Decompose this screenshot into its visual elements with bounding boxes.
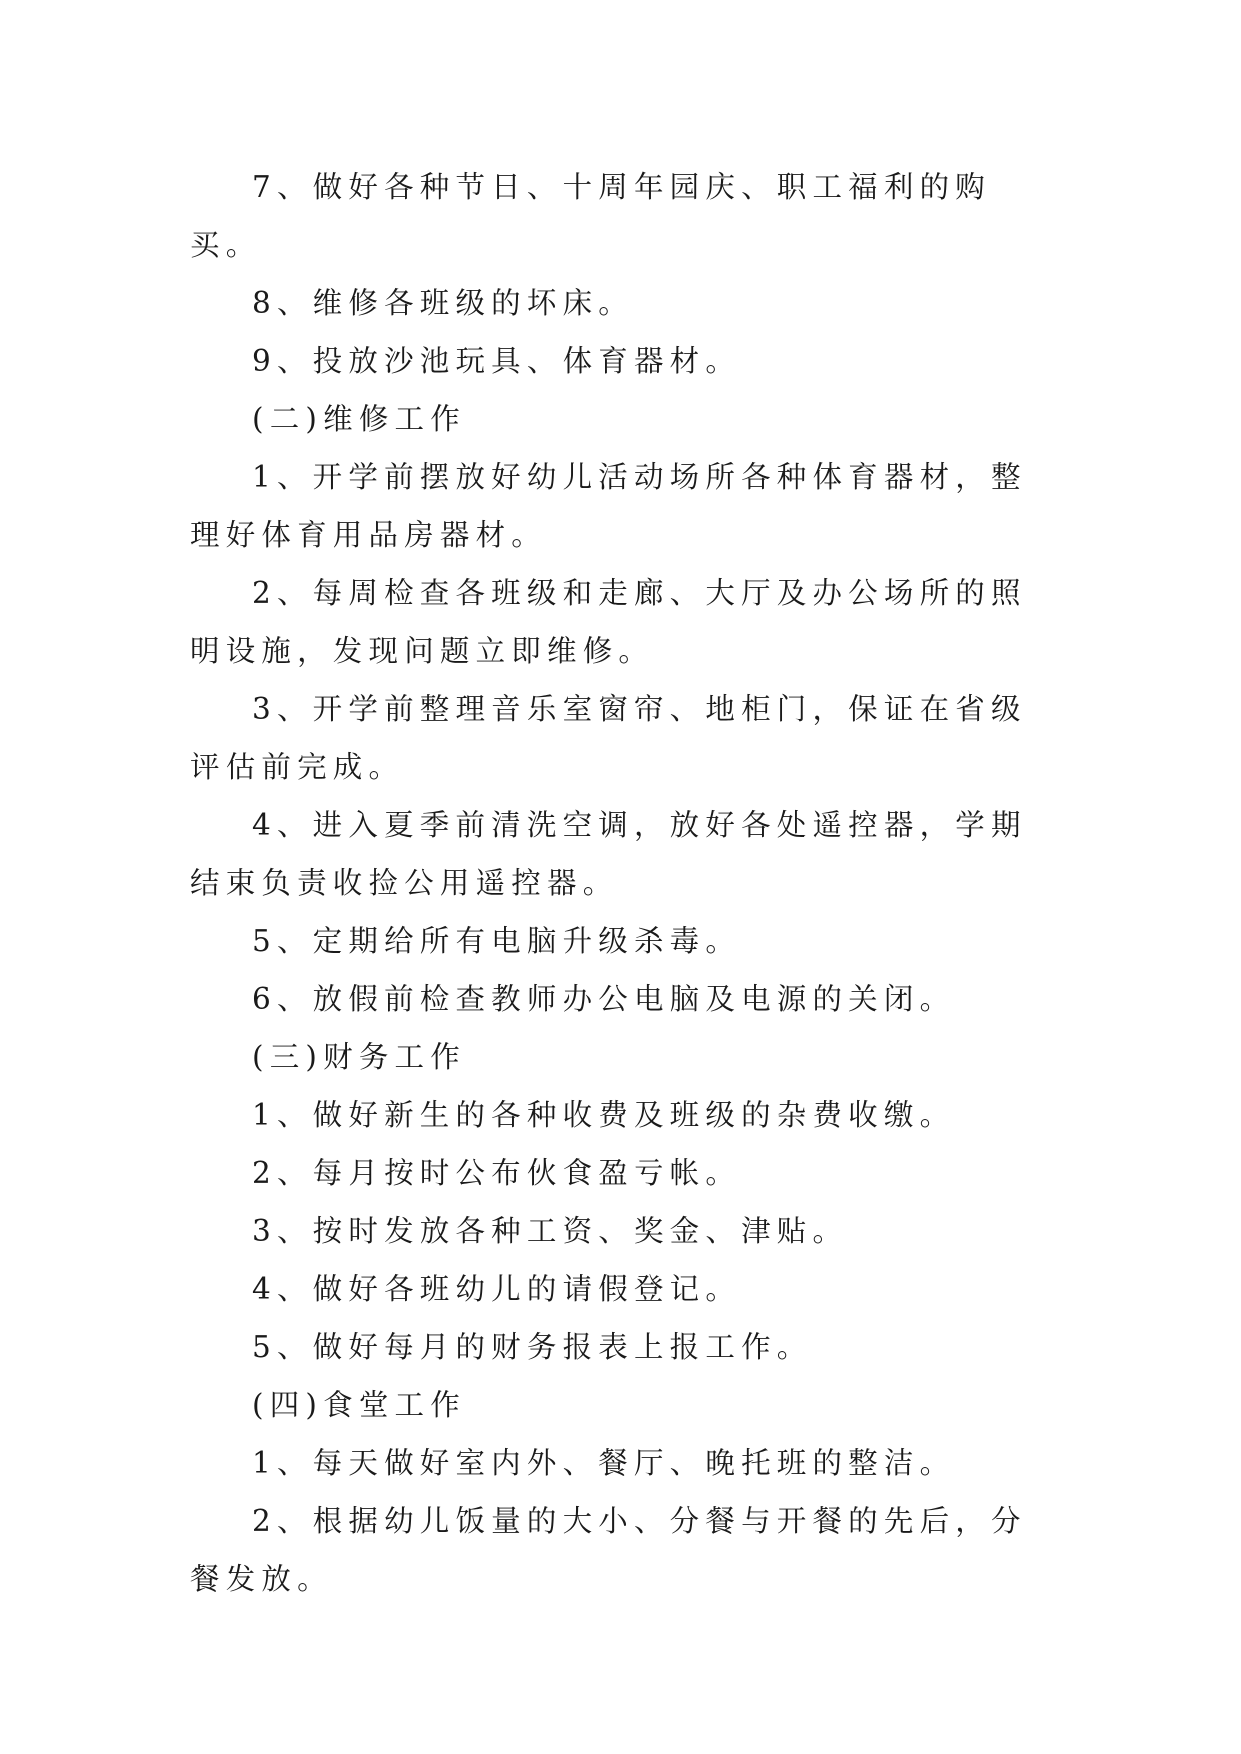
paragraph-item-9-sandpit-toys: 9、投放沙池玩具、体育器材。 bbox=[252, 344, 742, 378]
paragraph-maintenance-2: 2、每周检查各班级和走廊、大厅及办公场所的照明设施，发现问题立即维修。 bbox=[190, 576, 1027, 668]
paragraph-maintenance-4: 4、进入夏季前清洗空调，放好各处遥控器，学期结束负责收捡公用遥控器。 bbox=[190, 808, 1027, 900]
paragraph-maintenance-1: 1、开学前摆放好幼儿活动场所各种体育器材，整理好体育用品房器材。 bbox=[190, 460, 1027, 552]
section-heading-maintenance: (二)维修工作 bbox=[252, 402, 466, 436]
paragraph-maintenance-5: 5、定期给所有电脑升级杀毒。 bbox=[252, 924, 742, 958]
paragraph-finance-1: 1、做好新生的各种收费及班级的杂费收缴。 bbox=[252, 1098, 956, 1132]
paragraph-finance-2: 2、每月按时公布伙食盈亏帐。 bbox=[252, 1156, 742, 1190]
paragraph-finance-5: 5、做好每月的财务报表上报工作。 bbox=[252, 1330, 813, 1364]
document-body bbox=[190, 158, 1050, 1608]
paragraph-finance-4: 4、做好各班幼儿的请假登记。 bbox=[252, 1272, 742, 1306]
paragraph-canteen-1: 1、每天做好室内外、餐厅、晚托班的整洁。 bbox=[252, 1446, 956, 1480]
paragraph-item-8-bed-repair: 8、维修各班级的坏床。 bbox=[252, 286, 634, 320]
paragraph-maintenance-3: 3、开学前整理音乐室窗帘、地柜门，保证在省级评估前完成。 bbox=[190, 692, 1027, 784]
paragraph-finance-3: 3、按时发放各种工资、奖金、津贴。 bbox=[252, 1214, 849, 1248]
section-heading-canteen: (四)食堂工作 bbox=[252, 1388, 466, 1422]
paragraph-maintenance-6: 6、放假前检查教师办公电脑及电源的关闭。 bbox=[252, 982, 956, 1016]
paragraph-item-7-purchase: 7、做好各种节日、十周年园庆、职工福利的购买。 bbox=[190, 170, 991, 262]
section-heading-finance: (三)财务工作 bbox=[252, 1040, 466, 1074]
paragraph-canteen-2: 2、根据幼儿饭量的大小、分餐与开餐的先后，分餐发放。 bbox=[190, 1504, 1027, 1596]
